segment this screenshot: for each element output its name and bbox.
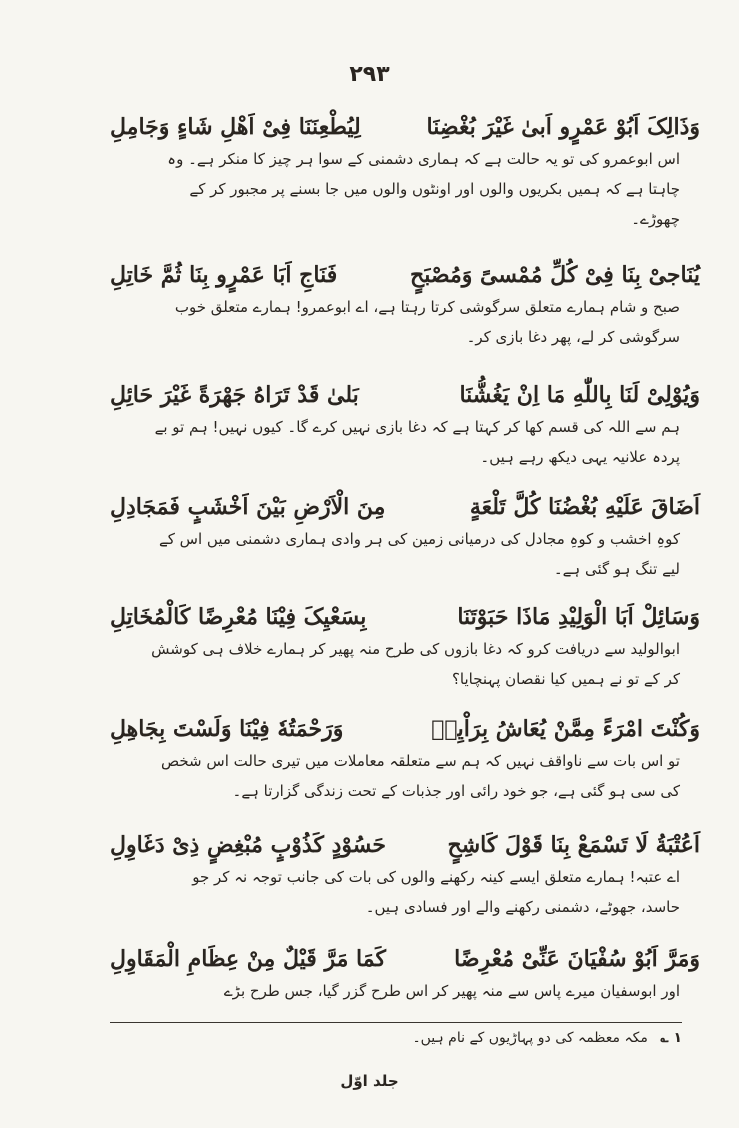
verse-right-hemistich: وَسَائِلْ اَبَا الْوَلِیْدِ مَاذَا حَبَوْتَنَا [457,604,700,630]
verse-right-hemistich: وَکُنْتَ امْرَءً مِمَّنْ یُعَاشُ بِرَاْیِهٖ [431,716,700,742]
footnote-divider [110,1022,682,1023]
urdu-translation: ابوالولید سے دریافت کرو کہ دغا بازوں کی طرح منہ پھیر کر ہمارے خلاف ہی کوشش کر کے تو نے ہمیں کیا نقصان پہنچایا؟ [151,640,680,688]
verse-right-hemistich: اَعُتْبَةُ لَا تَسْمَعْ بِنَا قَوْلَ کَاشِحٍ [447,832,700,858]
stanza-8 [110,942,700,1006]
urdu-translation: صبح و شام ہمارے متعلق سرگوشی کرتا رہتا ہے، اے ابوعمرو! ہمارے متعلق خوب سرگوشی کر لے، پھر دغا بازی کر۔ [174,298,680,346]
volume-label: جلد اوّل [340,1072,399,1090]
stanza-1 [110,110,700,234]
verse-left-hemistich: بَلیٰ قَدْ تَرَاهُ جَهْرَةً غَیْرَ حَائِلِ [110,382,359,408]
verse-right-hemistich: وَذَالِکَ اَبُوْ عَمْرٍو اَبیٰ غَیْرَ بُغْضِنَا [426,114,700,140]
urdu-translation: اور ابوسفیان میرے پاس سے منہ پھیر کر اس طرح گزر گیا، جس طرح بڑے [223,982,680,1000]
urdu-translation: ہم سے اللہ کی قسم کھا کر کہتا ہے کہ دغا بازی نہیں کرے گا۔ کیوں نہیں! ہم تو بے پردہ علانیہ یہی دیکھ رہے ہیں۔ [154,418,680,466]
stanza-2 [110,258,700,352]
verse-right-hemistich: وَمَرَّ اَبُوْ سُفْیَانَ عَنِّیْ مُعْرِضًا [454,946,700,972]
stanza-5 [110,600,700,694]
verse-left-hemistich: حَسُوْدٍ کَذُوْبٍ مُبْغِضٍ ذِیْ دَغَاوِلِ [110,832,386,858]
stanza-4 [110,490,700,584]
arabic-verse [110,828,700,862]
verse-left-hemistich: وَرَحْمَتُهٗ فِیْنَا وَلَسْتَ بِجَاهِلِ [110,716,344,742]
arabic-verse [110,110,700,144]
verse-left-hemistich: فَنَاجِ اَبَا عَمْرٍو بِنَا ثُمَّ خَاتِلِ [110,262,338,288]
arabic-verse [110,490,700,524]
verse-left-hemistich: بِسَعْیِکَ فِیْنَا مُعْرِضًا کَالْمُخَاتِلِ [110,604,367,630]
urdu-translation: اس ابوعمرو کی تو یہ حالت ہے کہ ہماری دشمنی کے سوا ہر چیز کا منکر ہے۔ وہ چاہتا ہے کہ ہمیں بکریوں والوں اور اونٹوں والوں میں جا بسنے پر مجبور کر کے چھوڑے۔ [167,150,680,228]
stanza-6 [110,712,700,806]
stanza-7 [110,828,700,922]
footnote-text: مکہ معظمہ کی دو پہاڑیوں کے نام ہیں۔ [412,1030,648,1046]
urdu-translation: کوہِ اخشب و کوہِ مجادل کی درمیانی زمین کی ہر وادی ہماری دشمنی میں اس کے لیے تنگ ہو گئی ہے۔ [158,530,680,578]
urdu-translation: اے عتبہ! ہمارے متعلق ایسے کینہ رکھنے والوں کی بات کی جانب توجہ نہ کر جو حاسد، جھوٹے، دشمنی رکھنے والے اور فسادی ہیں۔ [192,868,680,916]
verse-right-hemistich: یُنَاجیْ بِنَا فِیْ کُلِّ مُمْسیً وَمُصْبَحٍ [410,262,700,288]
urdu-translation: تو اس بات سے ناواقف نہیں کہ ہم سے متعلقہ معاملات میں تیری حالت اس شخص کی سی ہو گئی ہے، جو خود رائی اور جذبات کے تحت زندگی گزارتا ہے۔ [160,752,680,800]
verse-right-hemistich: وَیُوْلِیْ لَنَا بِاللّٰهِ مَا اِنْ یَغُشُّنَا [459,382,700,408]
footnote [110,1030,682,1046]
arabic-verse [110,942,700,976]
arabic-verse [110,600,700,634]
page-number: ۲۹۳ [349,62,390,87]
stanza-3 [110,378,700,472]
footnote-marker: ۱ ؎ [660,1030,682,1046]
verse-right-hemistich: اَضَاقَ عَلَیْهِ بُغْضُنَا کُلَّ تَلْعَةٍ [469,494,700,520]
arabic-verse [110,378,700,412]
verse-left-hemistich: کَمَا مَرَّ قَیْلٌ مِنْ عِظَامِ الْمَقَاوِلِ [110,946,386,972]
verse-left-hemistich: مِنَ الْاَرْضِ بَیْنَ اَخْشَبٍ فَمَجَادِلِ [110,494,386,520]
verse-left-hemistich: لِیُطْعِنَنَا فِیْ اَهْلِ شَاءٍ وَجَامِلِ [110,114,361,140]
arabic-verse [110,258,700,292]
arabic-verse [110,712,700,746]
